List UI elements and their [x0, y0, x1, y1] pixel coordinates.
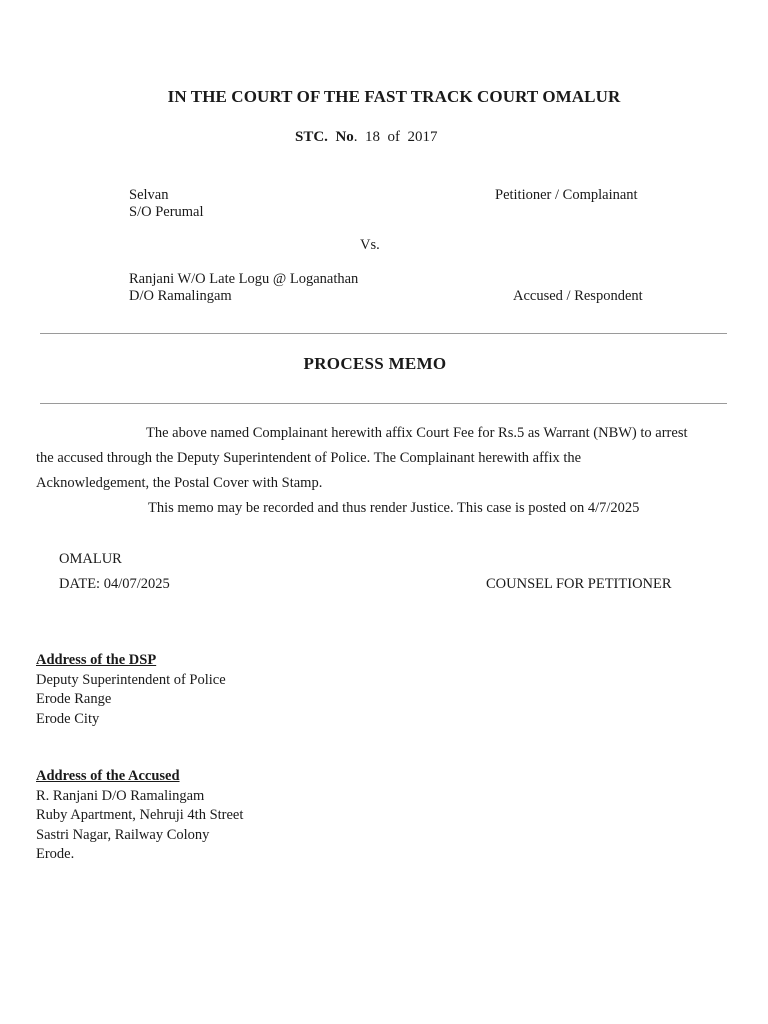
- memo-line: The above named Complainant herewith affix Court Fee for Rs.5 as Warrant (NBW) to arrest: [146, 425, 688, 441]
- date-label: DATE: 04/07/2025: [59, 576, 170, 592]
- versus-label: Vs.: [360, 237, 380, 253]
- divider-bottom: [40, 403, 727, 404]
- address-line: Erode Range: [36, 691, 112, 707]
- address-line: R. Ranjani D/O Ramalingam: [36, 787, 205, 804]
- court-title: IN THE COURT OF THE FAST TRACK COURT OMALUR: [167, 87, 621, 106]
- address-line: Erode.: [36, 846, 75, 862]
- divider-top: [40, 333, 727, 334]
- accused-relation: D/O Ramalingam: [129, 288, 232, 304]
- memo-body: [36, 421, 736, 521]
- counsel-label: COUNSEL FOR PETITIONER: [486, 576, 672, 592]
- address-dsp-heading: Address of the DSP: [36, 652, 157, 668]
- memo-line: This memo may be recorded and thus render Justice. This case is posted on 4/7/2025: [148, 500, 640, 516]
- place-label: OMALUR: [59, 551, 122, 567]
- memo-line: Acknowledgement, the Postal Cover with Stamp.: [36, 475, 323, 491]
- petitioner-name: Selvan: [129, 187, 169, 203]
- address-accused-heading: Address of the Accused: [36, 768, 180, 784]
- memo-title: PROCESS MEMO: [303, 354, 447, 373]
- address-line: Deputy Superintendent of Police: [36, 671, 226, 688]
- address-line: Ruby Apartment, Nehruji 4th Street: [36, 807, 244, 823]
- case-number-text: . 18 of 2017: [353, 129, 438, 145]
- address-line: Erode City: [36, 710, 100, 727]
- address-dsp: [36, 651, 226, 729]
- address-accused: [36, 767, 243, 865]
- case-prefix: STC.: [295, 129, 328, 145]
- case-number: [295, 129, 438, 146]
- address-line: Sastri Nagar, Railway Colony: [36, 826, 210, 843]
- case-no-label: No: [335, 129, 354, 145]
- petitioner-relation: S/O Perumal: [129, 204, 204, 220]
- accused-role: Accused / Respondent: [513, 288, 643, 304]
- petitioner-role: Petitioner / Complainant: [495, 187, 638, 203]
- memo-line: the accused through the Deputy Superintendent of Police. The Complainant herewith affix the: [36, 450, 582, 466]
- accused-name: Ranjani W/O Late Logu @ Loganathan: [129, 271, 359, 287]
